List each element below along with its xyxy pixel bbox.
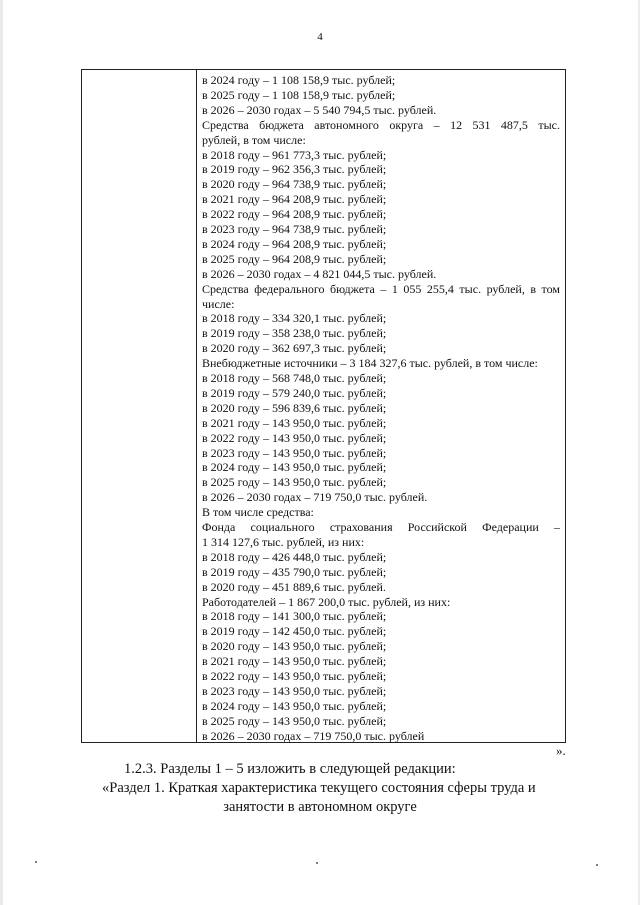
table-line: в 2019 году – 579 240,0 тыс. рублей; [202, 385, 387, 400]
table-line: в 2023 году – 143 950,0 тыс. рублей; [202, 683, 387, 698]
table-line: в 2026 – 2030 годах – 719 750,0 тыс. рублей. [202, 490, 428, 505]
table-line: в 2018 году – 141 300,0 тыс. рублей; [202, 609, 387, 624]
table-line: в 2024 году – 143 950,0 тыс. рублей; [202, 460, 387, 475]
table-line: в 2021 году – 964 208,9 тыс. рублей; [202, 192, 387, 207]
table-line: рублей, в том числе: [202, 132, 306, 147]
table-line: в 2018 году – 334 320,1 тыс. рублей; [202, 311, 387, 326]
table-line: в 2026 – 2030 годах – 719 750,0 тыс. рублей [202, 728, 425, 743]
table-left-cell [82, 70, 197, 742]
scan-edge-left [0, 0, 3, 905]
table-line: Средства федерального бюджета – 1 055 255,4 тыс. рублей, в том [202, 281, 560, 296]
table-line: в 2019 году – 142 450,0 тыс. рублей; [202, 624, 387, 639]
table-line: в 2026 – 2030 годах – 4 821 044,5 тыс. рублей. [202, 266, 437, 281]
table-line: в 2018 году – 961 773,3 тыс. рублей; [202, 147, 387, 162]
table-line: в 2020 году – 143 950,0 тыс. рублей; [202, 639, 387, 654]
table-line: в 2025 году – 964 208,9 тыс. рублей; [202, 251, 387, 266]
table-line: в 2024 году – 964 208,9 тыс. рублей; [202, 236, 387, 251]
table-line: в 2019 году – 358 238,0 тыс. рублей; [202, 326, 387, 341]
table-line: в 2023 году – 964 738,9 тыс. рублей; [202, 222, 387, 236]
table-line: 1 314 127,6 тыс. рублей, из них: [202, 534, 365, 549]
funding-table [81, 69, 566, 743]
table-line: в 2024 году – 1 108 158,9 тыс. рублей; [202, 73, 396, 87]
table-line: в 2020 году – 596 839,6 тыс. рублей; [202, 400, 387, 415]
scan-speck [596, 864, 598, 866]
closing-quote: ». [556, 743, 566, 758]
table-line: Работодателей – 1 867 200,0 тыс. рублей, из них: [202, 594, 451, 609]
table-line: в 2018 году – 426 448,0 тыс. рублей; [202, 549, 387, 564]
table-line: Внебюджетные источники – 3 184 327,6 тыс. рублей, в том числе: [202, 356, 538, 371]
table-line: в 2022 году – 143 950,0 тыс. рублей; [202, 669, 387, 683]
scan-speck [316, 862, 318, 864]
table-line: в 2021 году – 143 950,0 тыс. рублей; [202, 415, 387, 430]
table-line: в 2020 году – 362 697,3 тыс. рублей; [202, 341, 387, 356]
section-heading-line-2: занятости в автономном округе [223, 799, 417, 815]
table-line: в 2019 году – 435 790,0 тыс. рублей; [202, 564, 387, 579]
table-line: в 2025 году – 143 950,0 тыс. рублей; [202, 475, 387, 490]
table-line: в 2023 году – 143 950,0 тыс. рублей; [202, 445, 387, 460]
table-line: Фонда социального страхования Российской Федерации – [202, 520, 560, 534]
table-right-cell [198, 70, 561, 742]
scan-speck [35, 861, 37, 863]
table-line: в 2021 году – 143 950,0 тыс. рублей; [202, 654, 387, 669]
amendment-paragraph: 1.2.3. Разделы 1 – 5 изложить в следующей редакции: [124, 761, 456, 777]
table-line: в 2022 году – 143 950,0 тыс. рублей; [202, 430, 387, 445]
table-line: в 2025 году – 1 108 158,9 тыс. рублей; [202, 87, 396, 102]
page-number: 4 [317, 31, 323, 43]
table-line: в 2025 году – 143 950,0 тыс. рублей; [202, 713, 387, 728]
table-line: в 2026 – 2030 годах – 5 540 794,5 тыс. рублей. [202, 102, 437, 117]
table-line: в 2024 году – 143 950,0 тыс. рублей; [202, 698, 387, 713]
table-line: В том числе средства: [202, 505, 314, 520]
table-line: в 2018 году – 568 748,0 тыс. рублей; [202, 371, 387, 385]
table-line: в 2022 году – 964 208,9 тыс. рублей; [202, 207, 387, 222]
table-line: числе: [202, 296, 235, 311]
section-heading-line-1: «Раздел 1. Краткая характеристика текущего состояния сферы труда и [102, 780, 536, 796]
table-line: Средства бюджета автономного округа – 12 531 487,5 тыс. [202, 117, 560, 132]
table-line: в 2019 году – 962 356,3 тыс. рублей; [202, 162, 387, 177]
table-line: в 2020 году – 964 738,9 тыс. рублей; [202, 177, 387, 192]
table-line: в 2020 году – 451 889,6 тыс. рублей. [202, 579, 386, 594]
